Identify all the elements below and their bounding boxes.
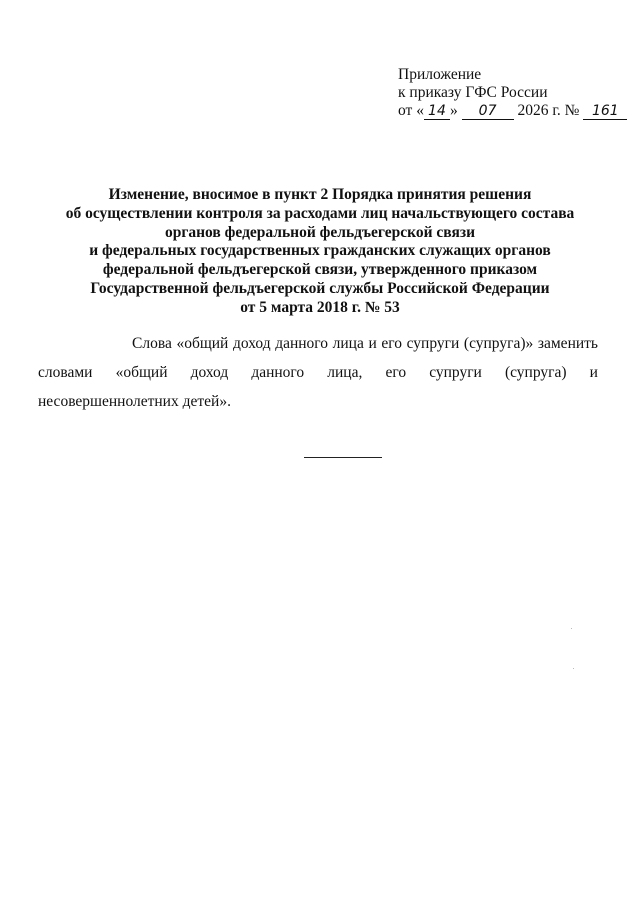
date-prefix: от « (398, 102, 424, 119)
title-line: Изменение, вносимое в пункт 2 Порядка принятия решения (108, 186, 532, 203)
title-line: об осуществлении контроля за расходами лиц начальствующего состава (65, 204, 575, 222)
end-separator-line (304, 457, 382, 458)
scan-speck (571, 628, 572, 629)
order-date-number (398, 102, 618, 120)
appendix-label: Приложение (398, 66, 482, 83)
paragraph-word: и (589, 364, 598, 381)
handwritten-order-number: 161 (583, 104, 627, 120)
title-line: от 5 марта 2018 г. № 53 (240, 298, 400, 316)
paragraph-line-1: Слова «общий доход данного лица и его супруги (супруга)» заменить (132, 335, 598, 352)
paragraph-line-3: несовершеннолетних детей». (38, 393, 231, 410)
paragraph-word: лица, (327, 364, 363, 381)
handwritten-month: 07 (462, 104, 514, 120)
amendment-paragraph (38, 329, 598, 416)
document-title (40, 186, 600, 318)
paragraph-word: его (385, 364, 407, 381)
title-line: и федеральных государственных гражданских служащих органов (89, 242, 551, 260)
scan-speck (573, 668, 574, 669)
paragraph-word: «общий (115, 364, 168, 381)
handwritten-day: 14 (424, 104, 450, 120)
paragraph-word: супруги (429, 364, 482, 381)
paragraph-word: данного (251, 364, 305, 381)
appendix-header (398, 66, 618, 120)
order-reference: к приказу ГФС России (398, 84, 548, 101)
title-line: Государственной фельдъегерской службы Российской Федерации (90, 279, 550, 297)
title-line: органов федеральной фельдъегерской связи (164, 223, 476, 241)
paragraph-word: доход (190, 364, 229, 381)
title-line: федеральной фельдъегерской связи, утвержденного приказом (102, 261, 538, 279)
paragraph-line-2 (38, 358, 598, 387)
paragraph-word: (супруга) (504, 364, 567, 381)
year-and-number-label: 2026 г. № (517, 102, 580, 119)
date-quote-close: » (449, 102, 458, 119)
paragraph-word: словами (38, 364, 93, 381)
